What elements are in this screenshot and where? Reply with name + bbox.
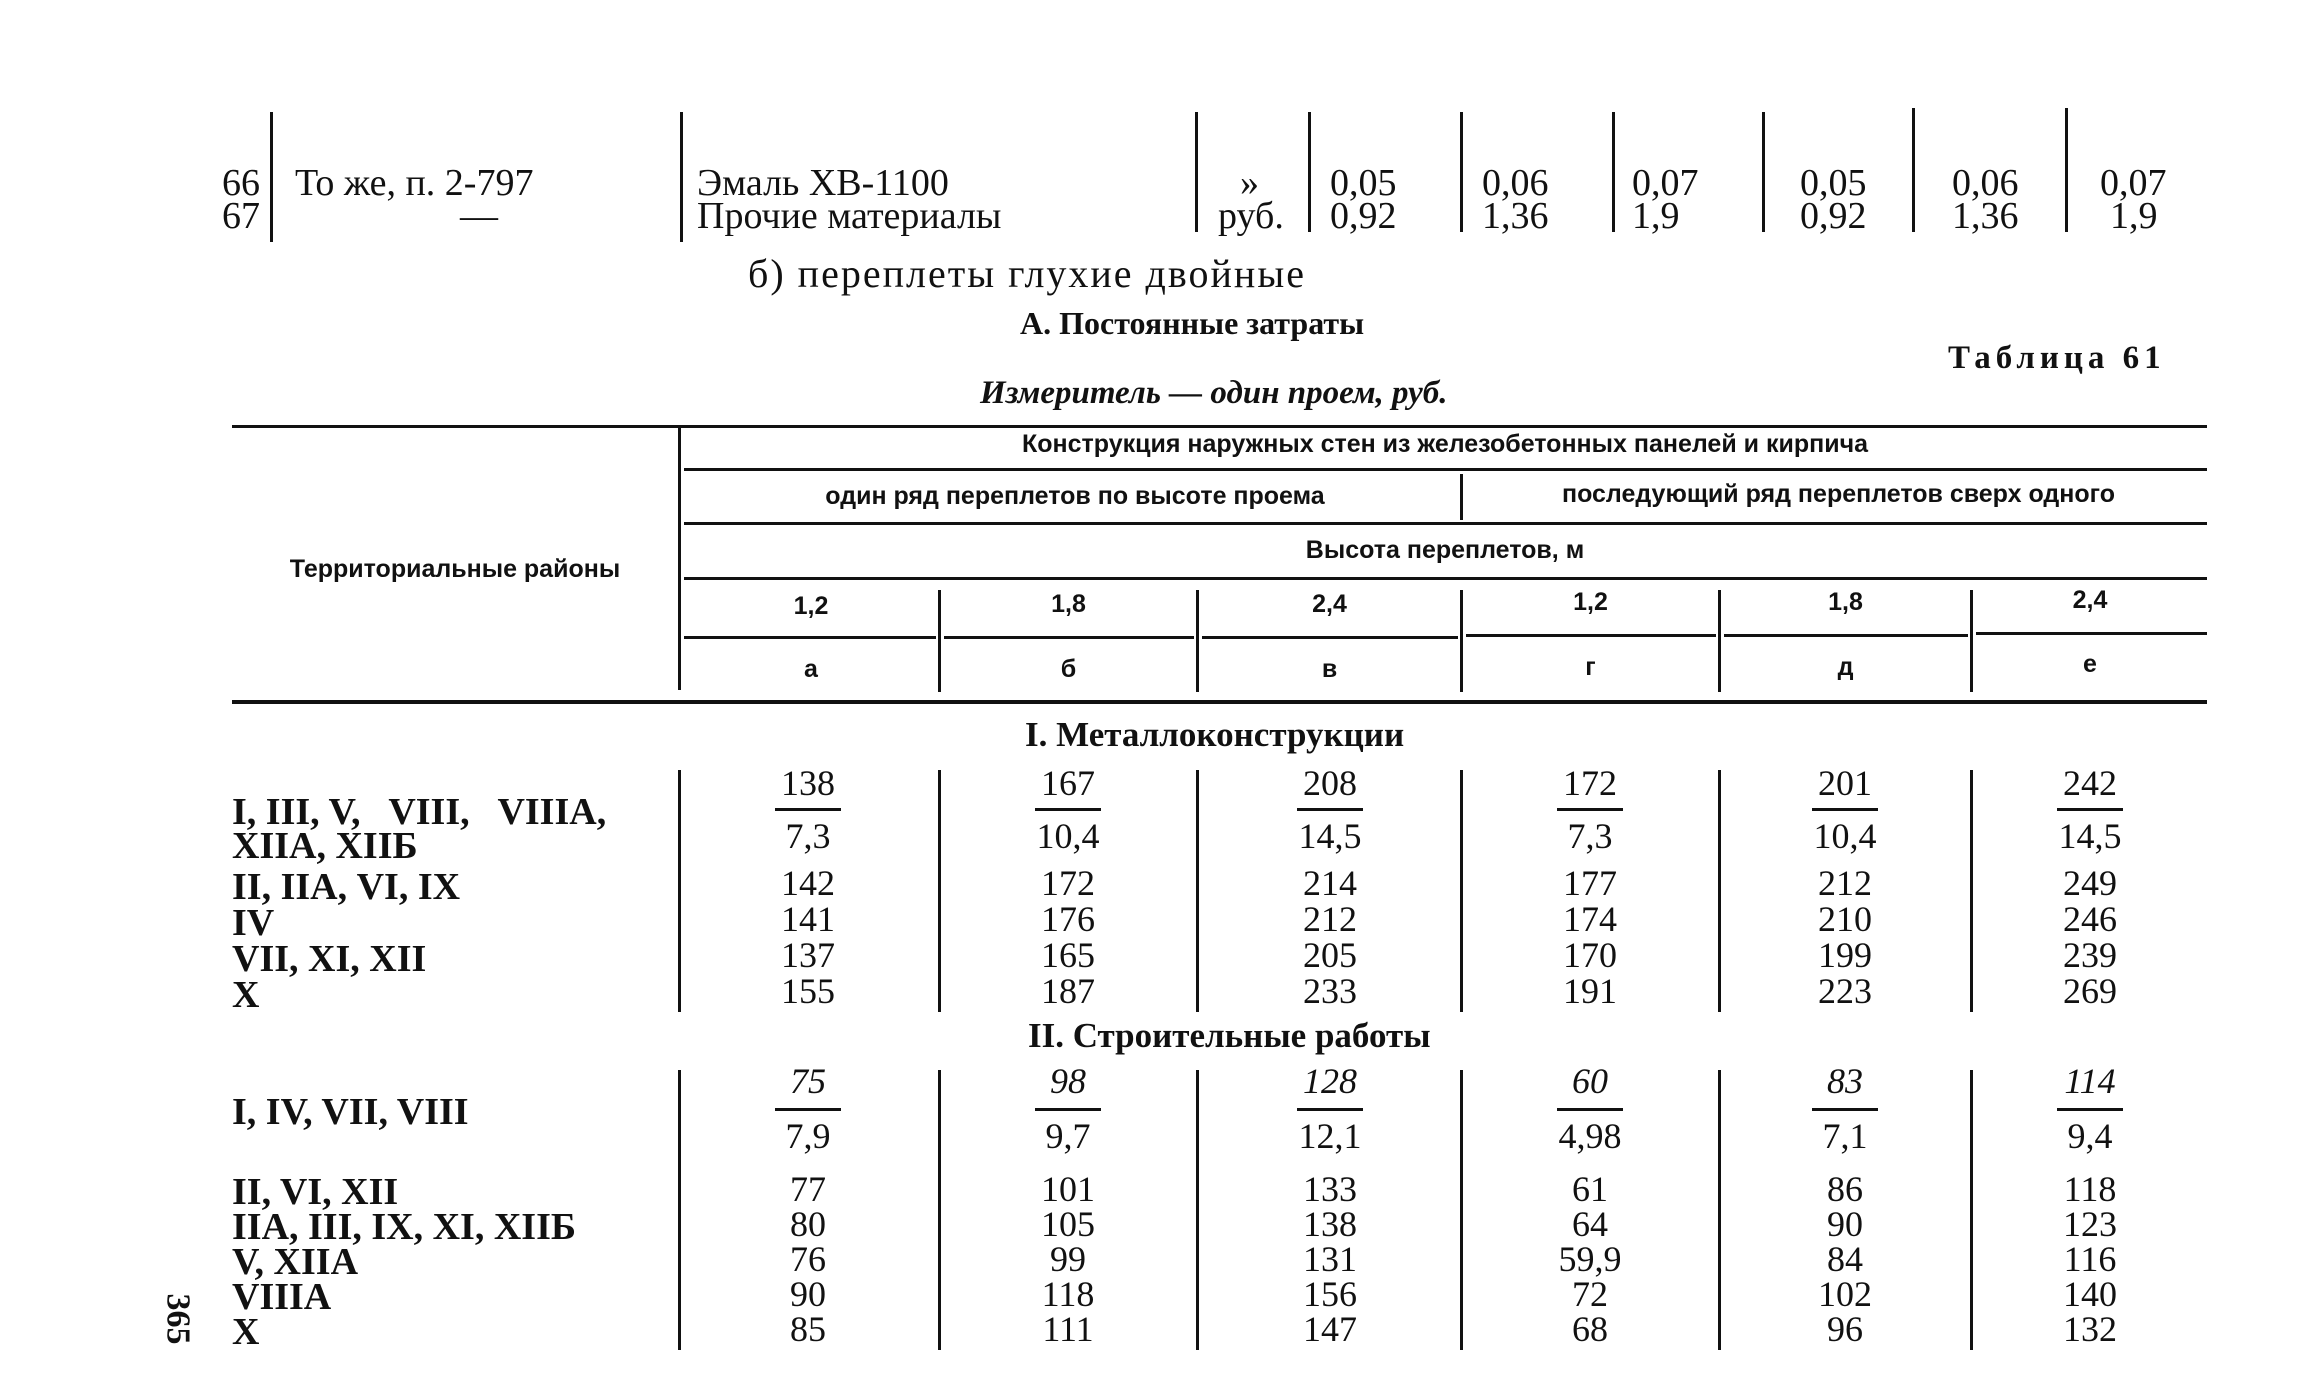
region-label: X — [232, 1311, 260, 1353]
header-rule — [1724, 634, 1968, 637]
table-cell: 212 — [1818, 863, 1872, 903]
table-cell: 210 — [1818, 899, 1872, 939]
fraction-numerator: 242 — [2063, 763, 2117, 803]
row-number: 66 — [222, 162, 260, 204]
body-divider — [1460, 1070, 1463, 1350]
table-cell: 174 — [1563, 899, 1617, 939]
row-value: 0,06 — [1482, 162, 1549, 204]
fraction-denominator: 7,3 — [785, 816, 831, 856]
header-rule — [944, 636, 1194, 639]
table-cell: 61 — [1572, 1169, 1608, 1209]
fraction-denominator: 9,7 — [1045, 1116, 1091, 1156]
table-cell: 101 — [1041, 1169, 1095, 1209]
fraction-bar — [2057, 808, 2123, 811]
column-divider — [1612, 112, 1615, 232]
body-divider — [1718, 1070, 1721, 1350]
fraction-numerator: 172 — [1563, 763, 1617, 803]
fraction-denominator: 7,1 — [1822, 1116, 1868, 1156]
body-divider — [1196, 770, 1199, 1012]
header-group-2: последующий ряд переплетов сверх одного — [1561, 480, 2116, 508]
table-cell: 68 — [1572, 1309, 1608, 1349]
header-regions: Территориальные районы — [289, 555, 621, 583]
column-divider — [1308, 112, 1311, 232]
table-cell: 155 — [781, 971, 835, 1011]
fraction-bar — [1035, 1108, 1101, 1111]
fraction-denominator: 10,4 — [1813, 816, 1877, 856]
fraction-denominator: 7,3 — [1567, 816, 1613, 856]
row-material: Эмаль ХВ-1100 — [697, 162, 949, 204]
table-cell: 90 — [1827, 1204, 1863, 1244]
fraction-bar — [1812, 808, 1878, 811]
fraction-numerator: 114 — [2064, 1061, 2116, 1101]
header-height-value: 1,2 — [793, 592, 829, 620]
subsection-title: А. Постоянные затраты — [1020, 305, 1365, 341]
table-cell: 246 — [2063, 899, 2117, 939]
table-cell: 76 — [790, 1239, 826, 1279]
table-cell: 141 — [781, 899, 835, 939]
fraction-bar — [2057, 1108, 2123, 1111]
header-height-value: 2,4 — [1312, 590, 1347, 618]
row-name: — — [460, 195, 498, 237]
fraction-numerator: 83 — [1827, 1061, 1863, 1101]
column-letter: г — [1585, 653, 1596, 681]
header-top-rule — [232, 425, 2207, 428]
row-name: То же, п. 2-797 — [295, 162, 534, 204]
fraction-numerator: 75 — [790, 1061, 826, 1101]
header-height-value: 1,2 — [1573, 588, 1608, 616]
header-rule — [1976, 632, 2207, 635]
header-height-value: 2,4 — [2072, 586, 2108, 614]
fraction-bar — [775, 1108, 841, 1111]
region-label: VIIIА — [232, 1276, 332, 1318]
region-label: V, XIIА — [232, 1241, 359, 1283]
column-divider — [1195, 112, 1198, 232]
header-rule — [684, 577, 2207, 580]
fraction-denominator: 9,4 — [2067, 1116, 2113, 1156]
fraction-bar — [1557, 808, 1623, 811]
table-cell: 123 — [2063, 1204, 2117, 1244]
fraction-numerator: 201 — [1818, 763, 1872, 803]
row-value: 0,92 — [1800, 195, 1867, 237]
header-height-value: 1,8 — [1828, 588, 1863, 616]
fraction-denominator: 12,1 — [1298, 1116, 1362, 1156]
row-value: 0,05 — [1800, 162, 1867, 204]
fraction-numerator: 98 — [1050, 1061, 1086, 1101]
row-unit: руб. — [1218, 195, 1284, 237]
column-divider — [680, 112, 683, 242]
header-rule — [684, 468, 2207, 471]
table-cell: 172 — [1041, 863, 1095, 903]
table-cell: 59,9 — [1558, 1239, 1622, 1279]
header-rule — [684, 636, 936, 639]
region-label: I, IV, VII, VIII — [232, 1091, 469, 1133]
region-label: IV — [232, 902, 275, 944]
page-number: 365 — [159, 1293, 197, 1345]
table-cell: 137 — [781, 935, 835, 975]
table-cell: 249 — [2063, 863, 2117, 903]
row-unit: » — [1240, 162, 1259, 204]
body-divider — [1970, 770, 1973, 1012]
table-cell: 147 — [1303, 1309, 1357, 1349]
header-rule — [684, 522, 2207, 525]
column-divider — [270, 112, 273, 242]
table-cell: 80 — [790, 1204, 826, 1244]
fraction-denominator: 7,9 — [785, 1116, 831, 1156]
table-cell: 96 — [1827, 1309, 1863, 1349]
table-cell: 90 — [790, 1274, 826, 1314]
table-cell: 140 — [2063, 1274, 2117, 1314]
table-cell: 118 — [1041, 1274, 1095, 1314]
row-value: 0,06 — [1952, 162, 2019, 204]
fraction-denominator: 4,98 — [1558, 1116, 1622, 1156]
fraction-bar — [1812, 1108, 1878, 1111]
header-rule — [1202, 636, 1458, 639]
table-cell: 170 — [1563, 935, 1617, 975]
row-value: 0,05 — [1330, 162, 1397, 204]
table-cell: 77 — [790, 1169, 826, 1209]
column-letter: а — [804, 655, 818, 683]
row-number: 67 — [222, 195, 260, 237]
body-divider — [938, 770, 941, 1012]
fraction-denominator: 14,5 — [2058, 816, 2122, 856]
fraction-denominator: 14,5 — [1298, 816, 1362, 856]
table-cell: 138 — [1303, 1204, 1357, 1244]
fraction-numerator: 60 — [1572, 1061, 1608, 1101]
table-cell: 84 — [1827, 1239, 1863, 1279]
body-divider — [1460, 770, 1463, 1012]
row-value: 1,36 — [1952, 195, 2019, 237]
table-cell: 205 — [1303, 935, 1357, 975]
table-cell: 72 — [1572, 1274, 1608, 1314]
body-divider — [938, 1070, 941, 1350]
table-cell: 191 — [1563, 971, 1617, 1011]
row-value: 0,07 — [2100, 162, 2167, 204]
header-bottom-rule — [232, 700, 2207, 704]
fraction-numerator: 128 — [1303, 1061, 1357, 1101]
section-heading: II. Строительные работы — [1028, 1016, 1431, 1055]
table-label: Таблица 61 — [1948, 340, 2166, 376]
table-cell: 239 — [2063, 935, 2117, 975]
region-label: II, VI, XII — [232, 1171, 399, 1213]
table-cell: 233 — [1303, 971, 1357, 1011]
section-title: б) переплеты глухие двойные — [748, 251, 1306, 296]
fraction-numerator: 138 — [781, 763, 835, 803]
table-cell: 212 — [1303, 899, 1357, 939]
fraction-numerator: 167 — [1041, 763, 1095, 803]
region-label: II, IIА, VI, IX — [232, 866, 461, 908]
region-label: VII, XI, XII — [232, 938, 427, 980]
table-cell: 105 — [1041, 1204, 1095, 1244]
header-rule — [1466, 634, 1716, 637]
table-cell: 177 — [1563, 863, 1617, 903]
table-cell: 64 — [1572, 1204, 1608, 1244]
table-cell: 133 — [1303, 1169, 1357, 1209]
fraction-bar — [1297, 808, 1363, 811]
table-cell: 111 — [1042, 1309, 1094, 1349]
table-cell: 214 — [1303, 863, 1357, 903]
region-label: X — [232, 974, 260, 1016]
fraction-numerator: 208 — [1303, 763, 1357, 803]
table-cell: 165 — [1041, 935, 1095, 975]
header-divider — [678, 428, 681, 690]
measure-caption: Измеритель — один проем, руб. — [980, 375, 1448, 411]
row-value: 1,36 — [1482, 195, 1549, 237]
header-height-value: 1,8 — [1051, 590, 1086, 618]
table-cell: 187 — [1041, 971, 1095, 1011]
table-cell: 102 — [1818, 1274, 1872, 1314]
body-divider — [1196, 1070, 1199, 1350]
header-group-1: один ряд переплетов по высоте проема — [825, 482, 1325, 510]
row-value: 1,9 — [1632, 195, 1680, 237]
header-construction: Конструкция наружных стен из железобетонных панелей и кирпича — [1022, 430, 1868, 458]
table-cell: 118 — [2063, 1169, 2117, 1209]
fraction-denominator: 10,4 — [1036, 816, 1100, 856]
row-value: 0,92 — [1330, 195, 1397, 237]
fraction-bar — [1035, 808, 1101, 811]
body-divider — [678, 1070, 681, 1350]
column-divider — [1762, 112, 1765, 232]
row-value: 0,07 — [1632, 162, 1699, 204]
table-cell: 269 — [2063, 971, 2117, 1011]
table-cell: 176 — [1041, 899, 1095, 939]
column-letter: д — [1837, 653, 1854, 681]
table-cell: 156 — [1303, 1274, 1357, 1314]
column-divider — [1912, 108, 1915, 232]
row-material: Прочие материалы — [697, 195, 1002, 237]
column-letter: б — [1060, 655, 1077, 683]
row-value: 1,9 — [2110, 195, 2158, 237]
body-divider — [1718, 770, 1721, 1012]
table-cell: 223 — [1818, 971, 1872, 1011]
table-cell: 131 — [1303, 1239, 1357, 1279]
header-divider — [1460, 474, 1463, 520]
table-cell: 142 — [781, 863, 835, 903]
body-divider — [678, 770, 681, 1012]
header-height: Высота переплетов, м — [1305, 536, 1585, 564]
fraction-bar — [775, 808, 841, 811]
table-cell: 116 — [2063, 1239, 2117, 1279]
region-label: IIА, III, IX, XI, XIIБ — [232, 1206, 576, 1248]
table-cell: 85 — [790, 1309, 826, 1349]
table-cell: 86 — [1827, 1169, 1863, 1209]
column-letter: е — [2083, 650, 2097, 678]
region-label: I, III, V, VIII, VIIIА, XIIА, XIIБ — [232, 791, 607, 867]
fraction-bar — [1557, 1108, 1623, 1111]
table-cell: 132 — [2063, 1309, 2117, 1349]
column-letter: в — [1321, 655, 1338, 683]
section-heading: I. Металлоконструкции — [1025, 715, 1405, 754]
column-divider — [2065, 108, 2068, 232]
table-cell: 199 — [1818, 935, 1872, 975]
table-cell: 99 — [1050, 1239, 1086, 1279]
fraction-bar — [1297, 1108, 1363, 1111]
column-divider — [1460, 112, 1463, 232]
body-divider — [1970, 1070, 1973, 1350]
